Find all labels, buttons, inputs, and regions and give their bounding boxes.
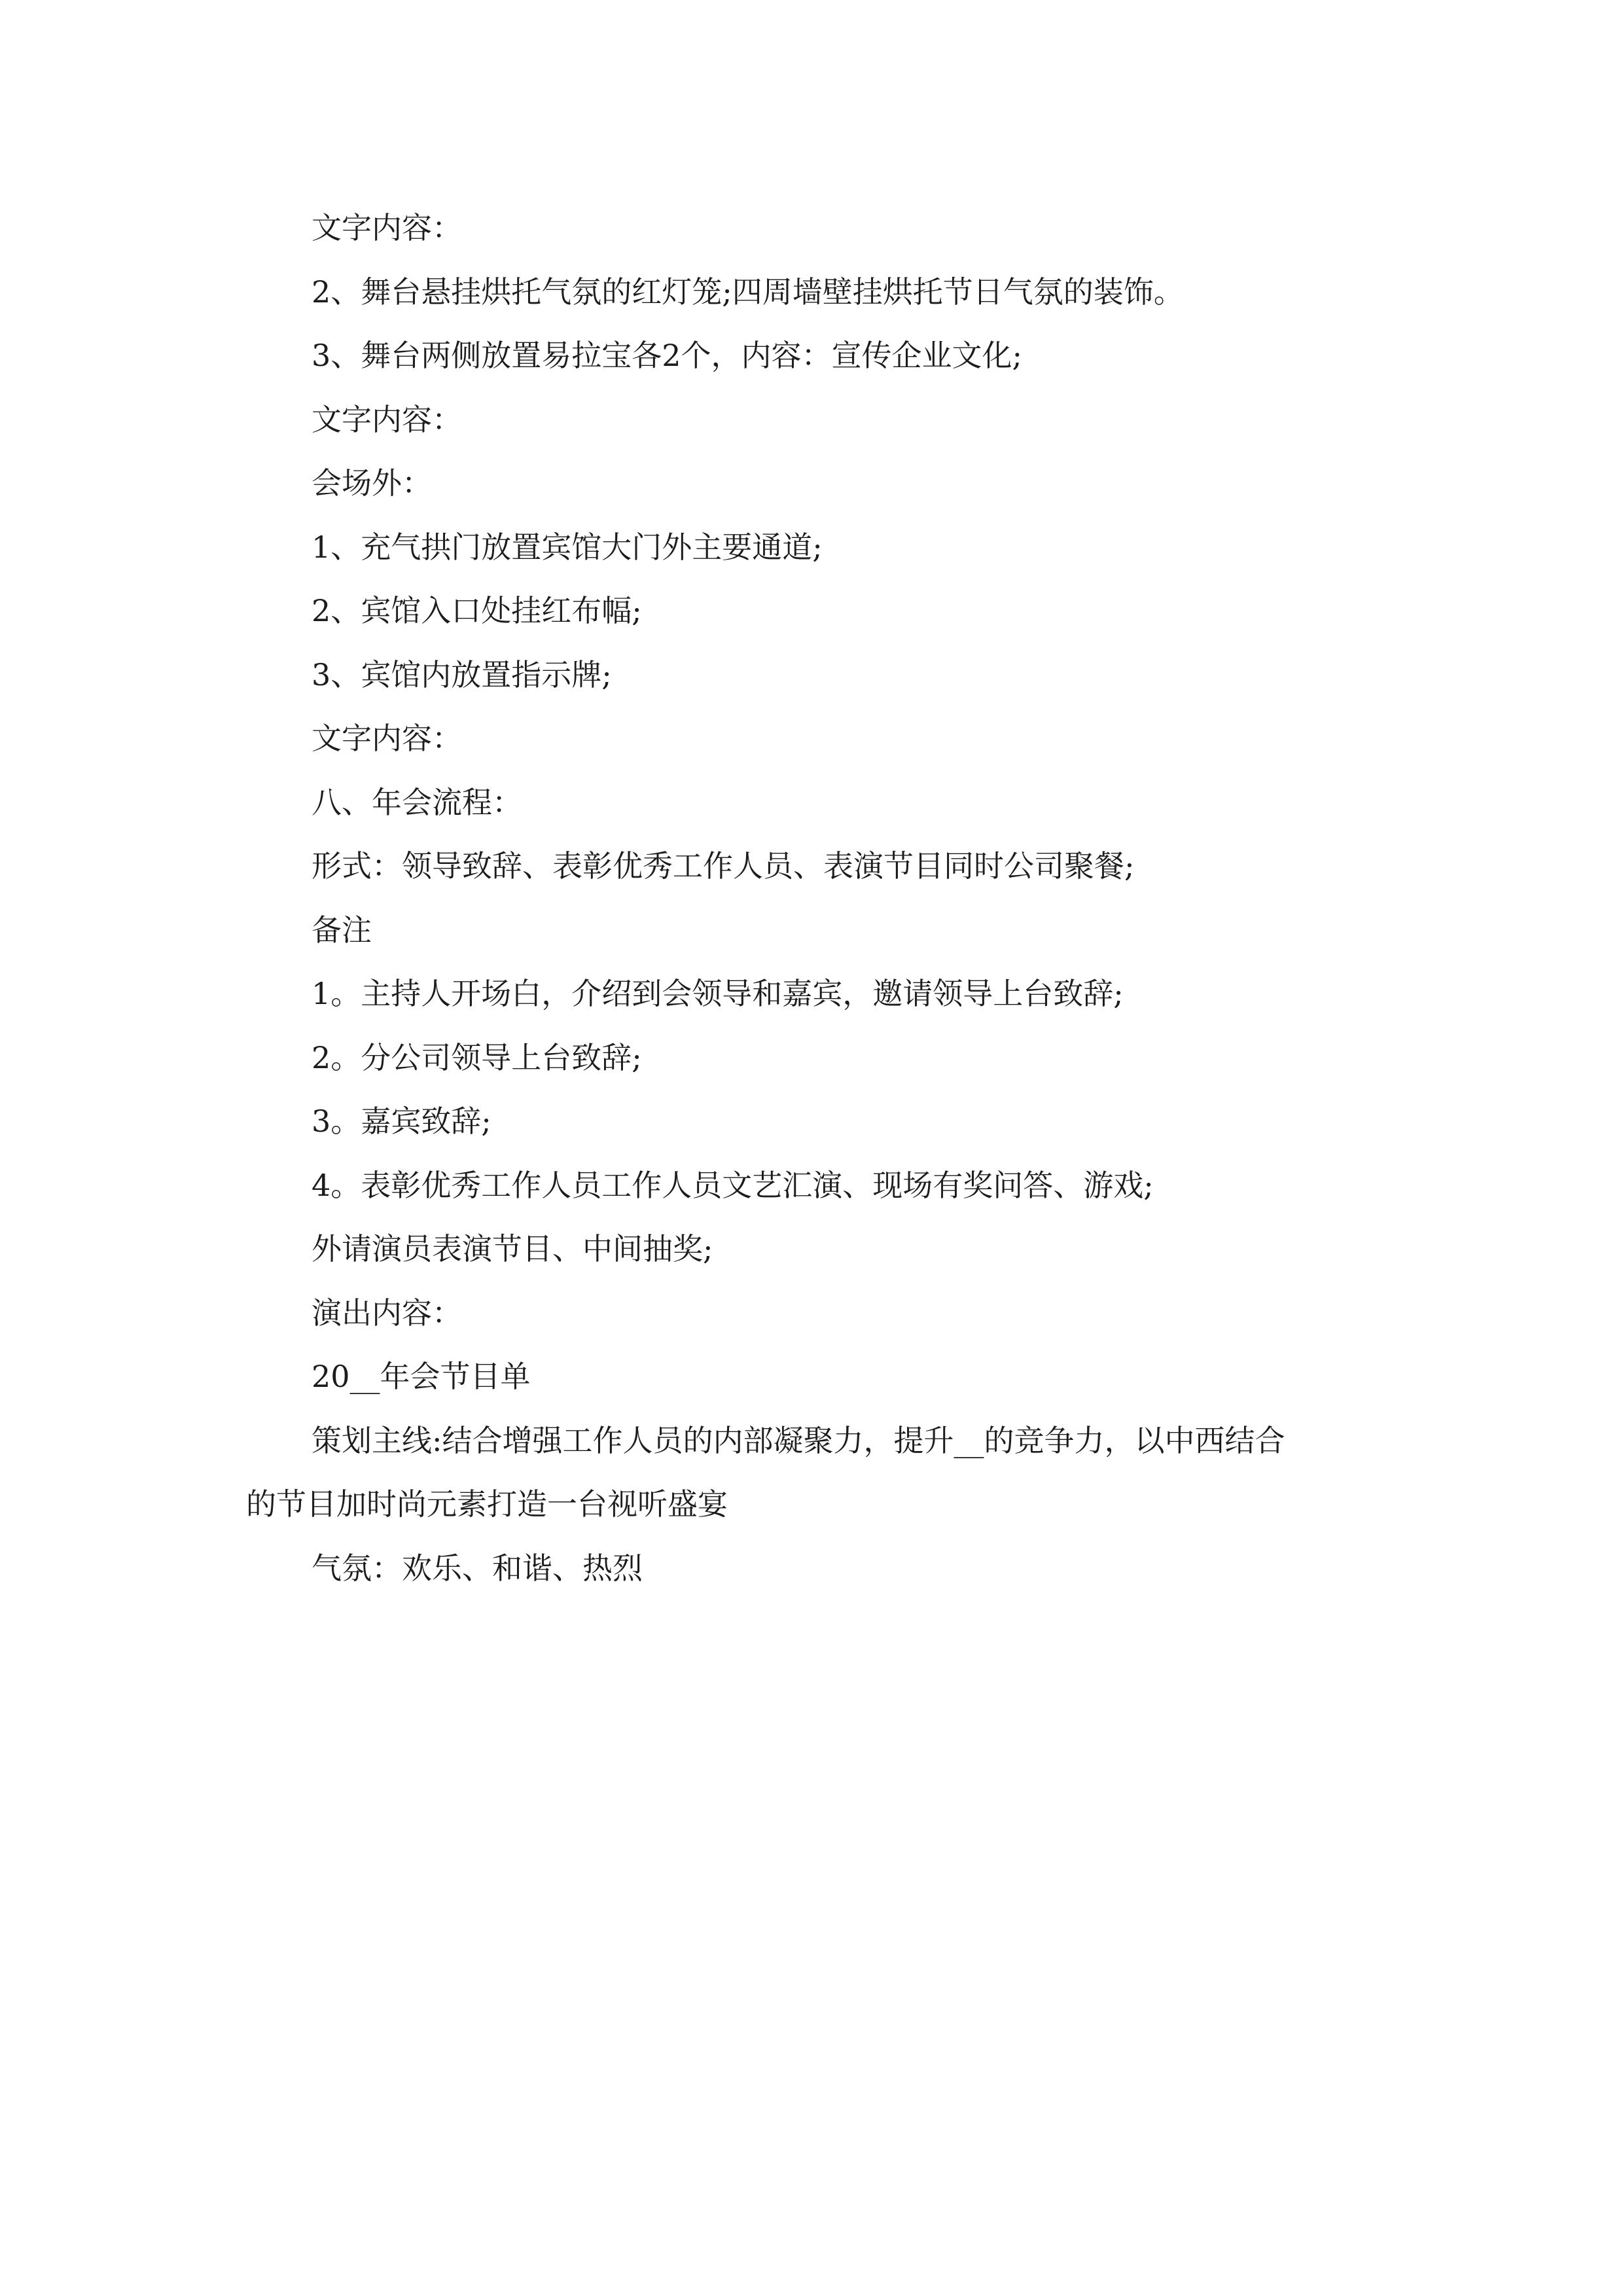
planning-theme-line-2: 的节目加时尚元素打造一台视听盛宴 <box>246 1486 728 1522</box>
paragraph-atmosphere: 气氛：欢乐、和谐、热烈 <box>312 1550 643 1586</box>
paragraph-outside-venue: 会场外： <box>312 465 432 501</box>
paragraph-text-content-2: 文字内容： <box>312 401 462 437</box>
paragraph-stage-banners: 3、舞台两侧放置易拉宝各2个，内容：宣传企业文化; <box>312 338 1023 373</box>
section-heading-annual-meeting-flow: 八、年会流程： <box>312 784 522 820</box>
planning-theme-line-1: 策划主线:结合增强工作人员的内部凝聚力，提升__的竞争力，以中西结合 <box>312 1422 1285 1458</box>
list-item-awards-performance: 4。表彰优秀工作人员工作人员文艺汇演、现场有奖问答、游戏; <box>312 1167 1154 1203</box>
paragraph-program-list-title: 20__年会节目单 <box>312 1359 531 1394</box>
paragraph-text-content-3: 文字内容： <box>312 721 462 756</box>
paragraph-text-content-1: 文字内容： <box>312 210 462 245</box>
paragraph-stage-lanterns: 2、舞台悬挂烘托气氛的红灯笼;四周墙壁挂烘托节日气氛的装饰。 <box>312 274 1184 310</box>
paragraph-signage: 3、宾馆内放置指示牌; <box>312 656 612 692</box>
paragraph-entrance-banner: 2、宾馆入口处挂红布幅; <box>312 593 642 628</box>
paragraph-external-performers: 外请演员表演节目、中间抽奖; <box>312 1231 713 1266</box>
document-body <box>246 196 1385 1600</box>
paragraph-format: 形式：领导致辞、表彰优秀工作人员、表演节目同时公司聚餐; <box>312 848 1135 884</box>
paragraph-inflatable-arch: 1、充气拱门放置宾馆大门外主要通道; <box>312 529 823 565</box>
paragraph-performance-content: 演出内容： <box>312 1295 462 1331</box>
list-item-guest-speech: 3。嘉宾致辞; <box>312 1103 491 1139</box>
paragraph-planning-theme <box>246 1409 1385 1537</box>
list-item-host-opening: 1。主持人开场白，介绍到会领导和嘉宾，邀请领导上台致辞; <box>312 976 1124 1011</box>
list-item-branch-leader-speech: 2。分公司领导上台致辞; <box>312 1039 642 1075</box>
paragraph-notes-label: 备注 <box>312 912 372 948</box>
